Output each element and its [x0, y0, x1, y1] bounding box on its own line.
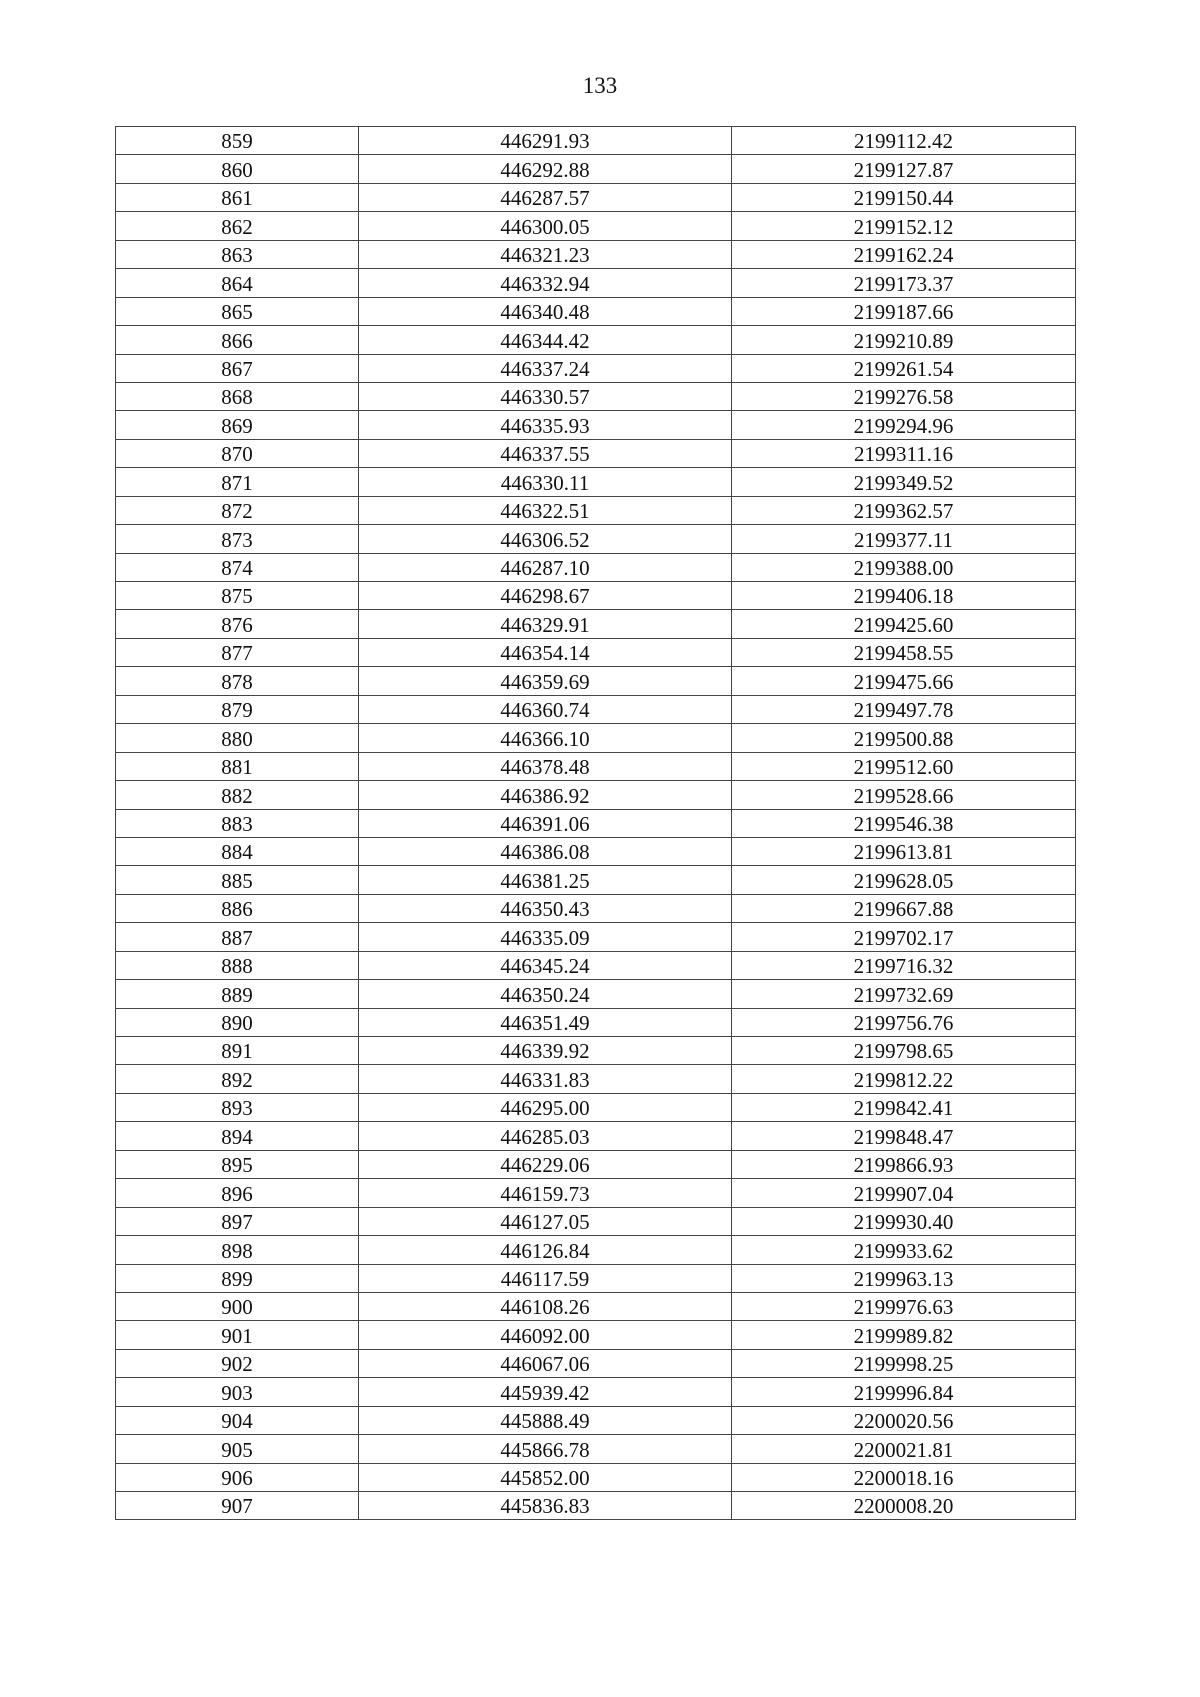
x-coordinate-cell: 446360.74 [359, 695, 732, 723]
point-number-cell: 901 [116, 1321, 359, 1349]
point-number-cell: 874 [116, 553, 359, 581]
table-row [116, 1435, 1076, 1463]
y-coordinate-cell: 2199261.54 [732, 354, 1076, 382]
point-number-cell: 862 [116, 212, 359, 240]
point-number-cell: 864 [116, 269, 359, 297]
x-coordinate-cell: 446350.43 [359, 894, 732, 922]
y-coordinate-cell: 2199866.93 [732, 1150, 1076, 1178]
table-row [116, 752, 1076, 780]
table-row [116, 1406, 1076, 1434]
point-number-cell: 869 [116, 411, 359, 439]
y-coordinate-cell: 2199798.65 [732, 1037, 1076, 1065]
table-row [116, 638, 1076, 666]
table-row [116, 468, 1076, 496]
x-coordinate-cell: 446386.92 [359, 781, 732, 809]
point-number-cell: 867 [116, 354, 359, 382]
y-coordinate-cell: 2199187.66 [732, 297, 1076, 325]
y-coordinate-cell: 2199930.40 [732, 1207, 1076, 1235]
x-coordinate-cell: 446391.06 [359, 809, 732, 837]
y-coordinate-cell: 2199848.47 [732, 1122, 1076, 1150]
y-coordinate-cell: 2199276.58 [732, 382, 1076, 410]
table-row [116, 894, 1076, 922]
x-coordinate-cell: 446366.10 [359, 724, 732, 752]
point-number-cell: 882 [116, 781, 359, 809]
x-coordinate-cell: 446285.03 [359, 1122, 732, 1150]
x-coordinate-cell: 445939.42 [359, 1378, 732, 1406]
y-coordinate-cell: 2199294.96 [732, 411, 1076, 439]
y-coordinate-cell: 2199311.16 [732, 439, 1076, 467]
x-coordinate-cell: 446332.94 [359, 269, 732, 297]
y-coordinate-cell: 2199152.12 [732, 212, 1076, 240]
y-coordinate-cell: 2199497.78 [732, 695, 1076, 723]
y-coordinate-cell: 2200018.16 [732, 1463, 1076, 1491]
x-coordinate-cell: 446229.06 [359, 1150, 732, 1178]
x-coordinate-cell: 446067.06 [359, 1349, 732, 1377]
point-number-cell: 883 [116, 809, 359, 837]
point-number-cell: 892 [116, 1065, 359, 1093]
point-number-cell: 896 [116, 1179, 359, 1207]
y-coordinate-cell: 2199716.32 [732, 951, 1076, 979]
table-row [116, 695, 1076, 723]
y-coordinate-cell: 2199349.52 [732, 468, 1076, 496]
x-coordinate-cell: 445866.78 [359, 1435, 732, 1463]
point-number-cell: 871 [116, 468, 359, 496]
table-row [116, 1463, 1076, 1491]
point-number-cell: 905 [116, 1435, 359, 1463]
table-row [116, 951, 1076, 979]
table-row [116, 1349, 1076, 1377]
x-coordinate-cell: 446350.24 [359, 980, 732, 1008]
table-row [116, 582, 1076, 610]
table-row [116, 1207, 1076, 1235]
table-row [116, 525, 1076, 553]
x-coordinate-cell: 446306.52 [359, 525, 732, 553]
point-number-cell: 884 [116, 837, 359, 865]
point-number-cell: 860 [116, 155, 359, 183]
y-coordinate-cell: 2200021.81 [732, 1435, 1076, 1463]
table-row [116, 212, 1076, 240]
x-coordinate-cell: 446337.55 [359, 439, 732, 467]
table-row [116, 240, 1076, 268]
x-coordinate-cell: 446340.48 [359, 297, 732, 325]
point-number-cell: 893 [116, 1093, 359, 1121]
y-coordinate-cell: 2199377.11 [732, 525, 1076, 553]
x-coordinate-cell: 446339.92 [359, 1037, 732, 1065]
point-number-cell: 866 [116, 326, 359, 354]
y-coordinate-cell: 2199996.84 [732, 1378, 1076, 1406]
table-row [116, 127, 1076, 155]
x-coordinate-cell: 446127.05 [359, 1207, 732, 1235]
y-coordinate-cell: 2199842.41 [732, 1093, 1076, 1121]
point-number-cell: 872 [116, 496, 359, 524]
y-coordinate-cell: 2199907.04 [732, 1179, 1076, 1207]
point-number-cell: 889 [116, 980, 359, 1008]
point-number-cell: 890 [116, 1008, 359, 1036]
table-row [116, 809, 1076, 837]
x-coordinate-cell: 446300.05 [359, 212, 732, 240]
x-coordinate-cell: 446330.11 [359, 468, 732, 496]
x-coordinate-cell: 446292.88 [359, 155, 732, 183]
point-number-cell: 880 [116, 724, 359, 752]
x-coordinate-cell: 446354.14 [359, 638, 732, 666]
coordinate-table-body [116, 127, 1076, 1520]
x-coordinate-cell: 446108.26 [359, 1292, 732, 1320]
point-number-cell: 894 [116, 1122, 359, 1150]
x-coordinate-cell: 446335.09 [359, 923, 732, 951]
x-coordinate-cell: 446337.24 [359, 354, 732, 382]
y-coordinate-cell: 2199812.22 [732, 1065, 1076, 1093]
y-coordinate-cell: 2199127.87 [732, 155, 1076, 183]
x-coordinate-cell: 446386.08 [359, 837, 732, 865]
x-coordinate-cell: 446298.67 [359, 582, 732, 610]
table-row [116, 439, 1076, 467]
table-row [116, 610, 1076, 638]
y-coordinate-cell: 2199406.18 [732, 582, 1076, 610]
y-coordinate-cell: 2199162.24 [732, 240, 1076, 268]
table-row [116, 326, 1076, 354]
x-coordinate-cell: 446295.00 [359, 1093, 732, 1121]
y-coordinate-cell: 2199112.42 [732, 127, 1076, 155]
y-coordinate-cell: 2199173.37 [732, 269, 1076, 297]
y-coordinate-cell: 2199732.69 [732, 980, 1076, 1008]
point-number-cell: 888 [116, 951, 359, 979]
y-coordinate-cell: 2199512.60 [732, 752, 1076, 780]
point-number-cell: 899 [116, 1264, 359, 1292]
point-number-cell: 887 [116, 923, 359, 951]
point-number-cell: 868 [116, 382, 359, 410]
point-number-cell: 859 [116, 127, 359, 155]
table-row [116, 1321, 1076, 1349]
point-number-cell: 861 [116, 183, 359, 211]
point-number-cell: 891 [116, 1037, 359, 1065]
y-coordinate-cell: 2199150.44 [732, 183, 1076, 211]
y-coordinate-cell: 2199425.60 [732, 610, 1076, 638]
table-row [116, 411, 1076, 439]
point-number-cell: 870 [116, 439, 359, 467]
x-coordinate-cell: 445852.00 [359, 1463, 732, 1491]
x-coordinate-cell: 446092.00 [359, 1321, 732, 1349]
point-number-cell: 873 [116, 525, 359, 553]
table-row [116, 155, 1076, 183]
table-row [116, 1236, 1076, 1264]
y-coordinate-cell: 2199500.88 [732, 724, 1076, 752]
x-coordinate-cell: 446126.84 [359, 1236, 732, 1264]
table-row [116, 496, 1076, 524]
point-number-cell: 863 [116, 240, 359, 268]
table-row [116, 866, 1076, 894]
table-row [116, 837, 1076, 865]
x-coordinate-cell: 446378.48 [359, 752, 732, 780]
table-row [116, 1093, 1076, 1121]
x-coordinate-cell: 446335.93 [359, 411, 732, 439]
table-row [116, 382, 1076, 410]
x-coordinate-cell: 446330.57 [359, 382, 732, 410]
point-number-cell: 906 [116, 1463, 359, 1491]
y-coordinate-cell: 2199963.13 [732, 1264, 1076, 1292]
x-coordinate-cell: 446117.59 [359, 1264, 732, 1292]
y-coordinate-cell: 2199667.88 [732, 894, 1076, 922]
table-row [116, 354, 1076, 382]
y-coordinate-cell: 2199475.66 [732, 667, 1076, 695]
table-row [116, 1179, 1076, 1207]
y-coordinate-cell: 2199546.38 [732, 809, 1076, 837]
table-row [116, 1122, 1076, 1150]
x-coordinate-cell: 446291.93 [359, 127, 732, 155]
point-number-cell: 878 [116, 667, 359, 695]
x-coordinate-cell: 446351.49 [359, 1008, 732, 1036]
x-coordinate-cell: 446287.10 [359, 553, 732, 581]
y-coordinate-cell: 2199702.17 [732, 923, 1076, 951]
y-coordinate-cell: 2199628.05 [732, 866, 1076, 894]
x-coordinate-cell: 446287.57 [359, 183, 732, 211]
y-coordinate-cell: 2199528.66 [732, 781, 1076, 809]
point-number-cell: 885 [116, 866, 359, 894]
y-coordinate-cell: 2199613.81 [732, 837, 1076, 865]
table-row [116, 1065, 1076, 1093]
y-coordinate-cell: 2200008.20 [732, 1492, 1076, 1520]
y-coordinate-cell: 2200020.56 [732, 1406, 1076, 1434]
y-coordinate-cell: 2199458.55 [732, 638, 1076, 666]
point-number-cell: 902 [116, 1349, 359, 1377]
table-row [116, 1037, 1076, 1065]
x-coordinate-cell: 446381.25 [359, 866, 732, 894]
y-coordinate-cell: 2199362.57 [732, 496, 1076, 524]
table-row [116, 1150, 1076, 1178]
table-row [116, 980, 1076, 1008]
y-coordinate-cell: 2199756.76 [732, 1008, 1076, 1036]
table-row [116, 1378, 1076, 1406]
point-number-cell: 900 [116, 1292, 359, 1320]
x-coordinate-cell: 446329.91 [359, 610, 732, 638]
x-coordinate-cell: 445888.49 [359, 1406, 732, 1434]
x-coordinate-cell: 446331.83 [359, 1065, 732, 1093]
point-number-cell: 907 [116, 1492, 359, 1520]
x-coordinate-cell: 446322.51 [359, 496, 732, 524]
table-row [116, 667, 1076, 695]
table-row [116, 1292, 1076, 1320]
table-row [116, 923, 1076, 951]
coordinate-table [115, 126, 1076, 1520]
y-coordinate-cell: 2199933.62 [732, 1236, 1076, 1264]
y-coordinate-cell: 2199989.82 [732, 1321, 1076, 1349]
y-coordinate-cell: 2199976.63 [732, 1292, 1076, 1320]
y-coordinate-cell: 2199998.25 [732, 1349, 1076, 1377]
point-number-cell: 904 [116, 1406, 359, 1434]
table-row [116, 553, 1076, 581]
table-row [116, 1492, 1076, 1520]
point-number-cell: 877 [116, 638, 359, 666]
point-number-cell: 897 [116, 1207, 359, 1235]
table-row [116, 781, 1076, 809]
x-coordinate-cell: 446344.42 [359, 326, 732, 354]
page-number: 133 [582, 73, 618, 98]
point-number-cell: 903 [116, 1378, 359, 1406]
point-number-cell: 895 [116, 1150, 359, 1178]
table-row [116, 1008, 1076, 1036]
y-coordinate-cell: 2199210.89 [732, 326, 1076, 354]
y-coordinate-cell: 2199388.00 [732, 553, 1076, 581]
point-number-cell: 886 [116, 894, 359, 922]
table-row [116, 1264, 1076, 1292]
table-row [116, 724, 1076, 752]
x-coordinate-cell: 446359.69 [359, 667, 732, 695]
table-row [116, 183, 1076, 211]
point-number-cell: 876 [116, 610, 359, 638]
x-coordinate-cell: 446345.24 [359, 951, 732, 979]
point-number-cell: 879 [116, 695, 359, 723]
x-coordinate-cell: 446321.23 [359, 240, 732, 268]
table-row [116, 269, 1076, 297]
point-number-cell: 898 [116, 1236, 359, 1264]
point-number-cell: 875 [116, 582, 359, 610]
x-coordinate-cell: 445836.83 [359, 1492, 732, 1520]
point-number-cell: 881 [116, 752, 359, 780]
x-coordinate-cell: 446159.73 [359, 1179, 732, 1207]
table-row [116, 297, 1076, 325]
point-number-cell: 865 [116, 297, 359, 325]
